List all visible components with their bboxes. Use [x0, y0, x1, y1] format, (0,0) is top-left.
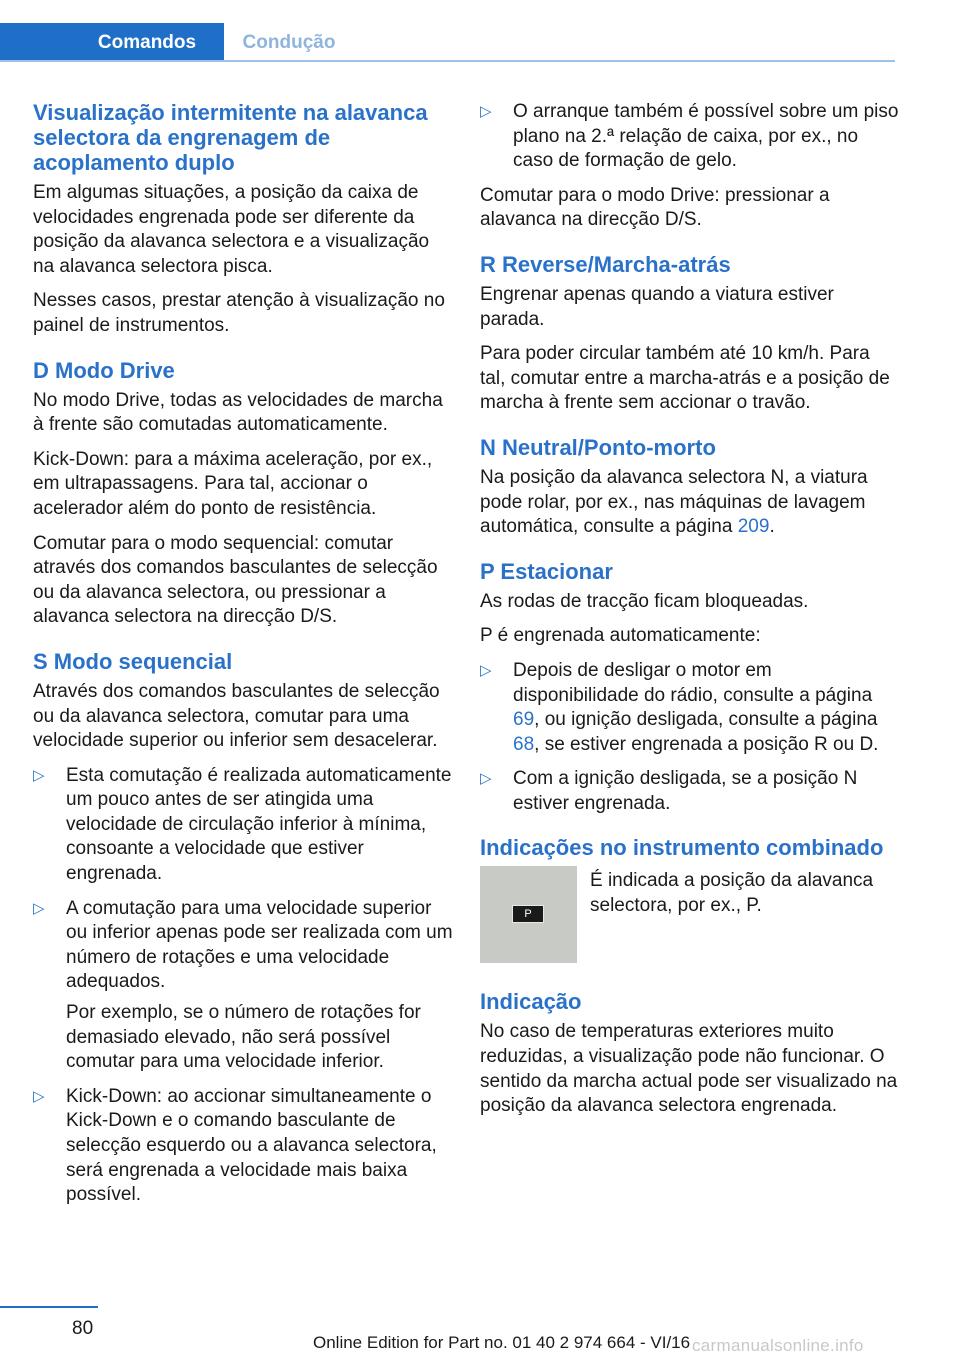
bullet-triangle-icon: ▷	[480, 661, 492, 679]
list-item	[33, 897, 453, 995]
paragraph: Comutar para o modo Drive: pressionar a alavanca na direcção D/S.	[480, 184, 830, 231]
watermark: carmanualsonline.info	[692, 1336, 864, 1355]
page-header	[0, 0, 960, 62]
tab-comandos[interactable]: Comandos	[0, 23, 224, 62]
paragraph: Comutar para o modo sequencial: comutar através dos comandos basculantes de selecção ou da alavanca selectora, ou pressionar a alavanca selectora na direcção D/S.	[33, 532, 438, 628]
list-item	[480, 659, 900, 757]
paragraph: P é engrenada automaticamente:	[480, 625, 761, 647]
heading-visualizacao: Visualização intermitente na alavanca selectora da engrenagem de acoplamento duplo	[33, 100, 428, 175]
edition-text: Online Edition for Part no. 01 40 2 974 664 - VI/16	[313, 1333, 691, 1352]
paragraph: No caso de temperaturas exteriores muito reduzidas, a visualização pode não funcionar. O sentido da marcha actual pode ser visualizado na posição da alavanca selectora engrenada.	[480, 1021, 898, 1117]
paragraph: Através dos comandos basculantes de selecção ou da alavanca selectora, comutar para uma velocidade superior ou inferior sem desacelerar.	[33, 680, 440, 752]
paragraph: Kick-Down: para a máxima aceleração, por ex., em ultrapassagens. Para tal, accionar o acelerador além do ponto de resistência.	[33, 448, 433, 519]
list-item-text: O arranque também é possível sobre um piso plano na 2.ª relação de caixa, por ex., no caso de formação de gelo.	[513, 101, 899, 172]
indicator-figure-block	[480, 866, 900, 963]
paragraph: Engrenar apenas quando a viatura estiver parada.	[480, 283, 834, 330]
list-item	[480, 100, 900, 174]
page-number: 80	[72, 1318, 94, 1339]
heading-estacionar: P Estacionar	[480, 558, 613, 584]
heading-indicacoes: Indicações no instrumento combinado	[480, 835, 884, 861]
list-item-text: Esta comutação é realizada automaticamente um pouco antes de ser atingida uma velocidade de circulação inferior à mínima, consoante a velocidade que estiver engrenada.	[66, 764, 452, 885]
list-item-text: Kick-Down: ao accionar simultaneamente o Kick-Down e o comando basculante de selecção esquerdo ou a alavanca selectora, será engrenada a velocidade mais baixa possível.	[66, 1085, 437, 1206]
bullet-triangle-icon: ▷	[33, 1087, 45, 1105]
right-column	[480, 100, 900, 1129]
paragraph-text: Na posição da alavanca selectora N, a viatura pode rolar, por ex., nas máquinas de lavagem automática, consulte a página	[480, 466, 868, 538]
paragraph: No modo Drive, todas as velocidades de marcha à frente são comutadas automaticamente.	[33, 389, 443, 436]
page-link-68[interactable]: 68	[513, 733, 535, 755]
heading-sequencial: S Modo sequencial	[33, 648, 233, 674]
page-link-69[interactable]: 69	[513, 709, 535, 731]
list-item-subparagraph: Por exemplo, se o número de rotações for demasiado elevado, não será possível comutar para uma velocidade inferior.	[66, 1002, 421, 1073]
header-divider	[0, 60, 895, 62]
list-item-text-part: Depois de desligar o motor em disponibilidade do rádio, consulte a página	[513, 659, 873, 706]
list-item-text-part: , se estiver engrenada a posição R ou D.	[534, 733, 879, 755]
list-item-text: Com a ignição desligada, se a posição N estiver engrenada.	[513, 768, 858, 814]
bullet-triangle-icon: ▷	[480, 103, 492, 120]
list-item	[33, 1085, 453, 1208]
bullet-list	[480, 100, 900, 174]
left-column	[33, 100, 453, 1218]
heading-neutral: N Neutral/Ponto-morto	[480, 434, 716, 460]
paragraph: Para poder circular também até 10 km/h. Para tal, comutar entre a marcha-atrás e a posição de marcha à frente sem accionar o travão.	[480, 343, 890, 414]
footer-divider	[0, 1306, 98, 1308]
bullet-list	[480, 659, 900, 817]
list-item-text	[513, 660, 878, 755]
list-item	[33, 764, 453, 887]
list-item-text: A comutação para uma velocidade superior ou inferior apenas pode ser realizada com um número de rotações e uma velocidade adequados.	[66, 897, 453, 993]
bullet-triangle-icon: ▷	[33, 766, 45, 784]
paragraph: As rodas de tracção ficam bloqueadas.	[480, 590, 809, 612]
paragraph: É indicada a posição da alavanca selectora, por ex., P.	[590, 870, 874, 917]
tab-conducao[interactable]: Condução	[242, 31, 336, 53]
paragraph: Nesses casos, prestar atenção à visualização no painel de instrumentos.	[33, 290, 445, 336]
instrument-cluster-image	[480, 866, 577, 963]
gear-indicator-p: P	[512, 905, 544, 923]
bullet-triangle-icon: ▷	[480, 770, 492, 788]
list-item	[480, 767, 900, 816]
bullet-triangle-icon: ▷	[33, 899, 45, 917]
heading-indicacao: Indicação	[480, 989, 582, 1015]
list-item-text-part: , ou ignição desligada, consulte a página	[534, 709, 878, 731]
paragraph: Em algumas situações, a posição da caixa de velocidades engrenada pode ser diferente da posição da alavanca selectora e a visualização na alavanca selectora pisca.	[33, 182, 430, 277]
paragraph-text: .	[769, 516, 775, 538]
page-link-209[interactable]: 209	[737, 516, 770, 538]
paragraph	[480, 466, 900, 540]
bullet-list	[33, 764, 453, 995]
bullet-list	[33, 1085, 453, 1208]
heading-reverse: R Reverse/Marcha-atrás	[480, 251, 731, 277]
heading-drive: D Modo Drive	[33, 357, 175, 383]
